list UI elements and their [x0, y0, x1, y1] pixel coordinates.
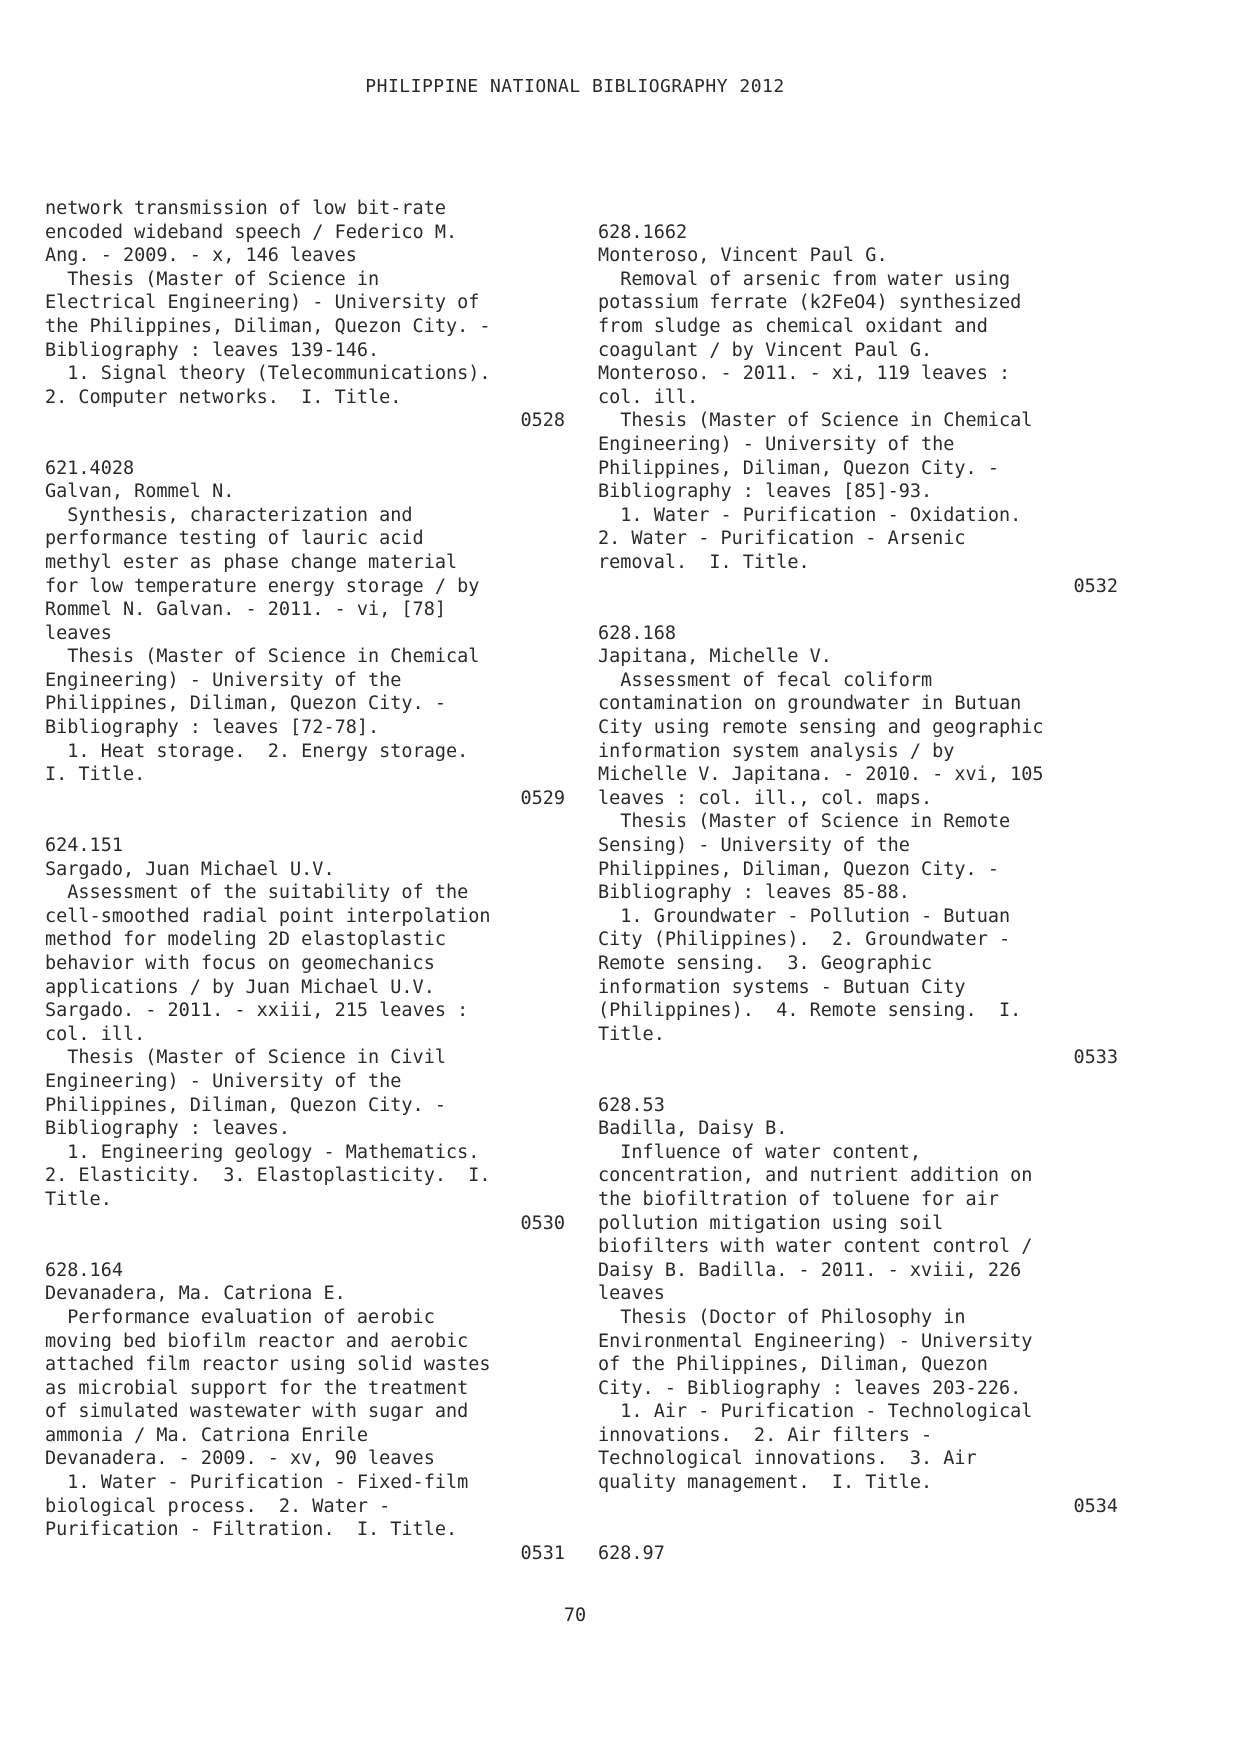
text-line: Title. — [598, 1023, 665, 1045]
text-line: Engineering) - University of the — [45, 669, 402, 691]
blank-line — [598, 598, 1118, 622]
text-line: Devanadera. - 2009. - xv, 90 leaves — [45, 1448, 435, 1470]
text-line: 1. Engineering geology - Mathematics. — [45, 1141, 480, 1163]
text-line: Philippines, Diliman, Quezon City. - — [45, 693, 446, 715]
text-line: concentration, and nutrient addition on — [598, 1165, 1033, 1187]
author: Japitana, Michelle V. — [598, 646, 832, 668]
author: Badilla, Daisy B. — [598, 1118, 788, 1140]
text-line: of the Philippines, Diliman, Quezon — [598, 1354, 988, 1376]
text-line: Bibliography : leaves [72-78]. — [45, 717, 380, 739]
blank-line — [45, 810, 565, 834]
call-number: 624.151 — [45, 835, 123, 857]
text-line: Thesis (Master of Science in Chemical — [598, 410, 1033, 432]
left-column — [45, 197, 565, 1565]
author: Devanadera, Ma. Catriona E. — [45, 1283, 346, 1305]
text-line: 1. Water - Purification - Oxidation. — [598, 504, 1022, 526]
entry-number: 0531 — [520, 1542, 565, 1564]
text-line: 1. Groundwater - Pollution - Butuan — [598, 905, 1011, 927]
blank-line — [598, 197, 1118, 221]
blank-line — [45, 433, 565, 457]
text-line: Thesis (Doctor of Philosophy in — [598, 1306, 966, 1328]
text-line: Engineering) - University of the — [45, 1070, 402, 1092]
text-line: Engineering) - University of the — [598, 433, 955, 455]
text-line: the biofiltration of toluene for air — [598, 1188, 999, 1210]
text-line: Rommel N. Galvan. - 2011. - vi, [78] — [45, 599, 446, 621]
text-line: performance testing of lauric acid — [45, 528, 424, 550]
call-number: 628.1662 — [598, 221, 688, 243]
author: Monteroso, Vincent Paul G. — [598, 245, 888, 267]
text-line: City (Philippines). 2. Groundwater - — [598, 929, 1011, 951]
entry-number: 0529 — [520, 787, 565, 809]
right-column — [598, 197, 1118, 1565]
text-line: information system analysis / by — [598, 740, 955, 762]
text-line: 2. Elasticity. 3. Elastoplasticity. I. — [45, 1165, 491, 1187]
text-line: applications / by Juan Michael U.V. — [45, 976, 435, 998]
text-line: as microbial support for the treatment — [45, 1377, 469, 1399]
text-line: Removal of arsenic from water using — [598, 268, 1011, 290]
text-line: 1. Signal theory (Telecommunications). — [45, 363, 491, 385]
text-line: City. - Bibliography : leaves 203-226. — [598, 1377, 1022, 1399]
text-line: Assessment of fecal coliform — [598, 669, 933, 691]
text-line: Ang. - 2009. - x, 146 leaves — [45, 245, 357, 267]
text-line: Electrical Engineering) - University of — [45, 292, 480, 314]
blank-line — [598, 1070, 1118, 1094]
entry-number: 0530 — [520, 1212, 565, 1234]
text-line: quality management. I. Title. — [598, 1472, 933, 1494]
author: Sargado, Juan Michael U.V. — [45, 858, 335, 880]
text-line: col. ill. — [45, 1023, 146, 1045]
text-line: col. ill. — [598, 386, 699, 408]
text-line: Thesis (Master of Science in Civil — [45, 1047, 446, 1069]
text-line: ammonia / Ma. Catriona Enrile — [45, 1424, 369, 1446]
text-line: 2. Water - Purification - Arsenic — [598, 528, 966, 550]
text-line: 1. Water - Purification - Fixed-film — [45, 1472, 469, 1494]
text-line: Influence of water content, — [598, 1141, 922, 1163]
text-line: cell-smoothed radial point interpolation — [45, 905, 491, 927]
call-number: 621.4028 — [45, 457, 135, 479]
text-line: Purification - Filtration. I. Title. — [45, 1519, 458, 1541]
text-line: Thesis (Master of Science in — [45, 268, 380, 290]
text-line: (Philippines). 4. Remote sensing. I. — [598, 1000, 1022, 1022]
blank-line — [45, 1235, 565, 1259]
text-line: attached film reactor using solid wastes — [45, 1354, 491, 1376]
text-line: Bibliography : leaves [85]-93. — [598, 481, 933, 503]
text-line: City using remote sensing and geographic — [598, 717, 1044, 739]
text-line: Environmental Engineering) - University — [598, 1330, 1033, 1352]
text-line: Thesis (Master of Science in Remote — [598, 811, 1011, 833]
text-line: Synthesis, characterization and — [45, 504, 413, 526]
call-number: 628.53 — [598, 1094, 665, 1116]
text-line: Michelle V. Japitana. - 2010. - xvi, 105 — [598, 764, 1044, 786]
page-header: PHILIPPINE NATIONAL BIBLIOGRAPHY 2012 — [365, 76, 785, 97]
text-line: Sargado. - 2011. - xxiii, 215 leaves : — [45, 1000, 469, 1022]
text-line: Bibliography : leaves. — [45, 1118, 291, 1140]
blank-line — [598, 1518, 1118, 1542]
text-line: Bibliography : leaves 139-146. — [45, 339, 380, 361]
entry-number: 0528 — [520, 410, 565, 432]
text-line: for low temperature energy storage / by — [45, 575, 480, 597]
text-line: leaves — [45, 622, 112, 644]
author: Galvan, Rommel N. — [45, 481, 235, 503]
call-number: 628.164 — [45, 1259, 123, 1281]
text-line: Technological innovations. 3. Air — [598, 1448, 977, 1470]
text-line: innovations. 2. Air filters - — [598, 1424, 933, 1446]
text-line: of simulated wastewater with sugar and — [45, 1401, 469, 1423]
text-line: from sludge as chemical oxidant and — [598, 315, 988, 337]
text-line: Bibliography : leaves 85-88. — [598, 882, 910, 904]
entry-number: 0534 — [1073, 1495, 1118, 1517]
text-line: Title. — [45, 1188, 112, 1210]
text-line: Performance evaluation of aerobic — [45, 1306, 435, 1328]
text-line: potassium ferrate (k2FeO4) synthesized — [598, 292, 1022, 314]
text-line: method for modeling 2D elastoplastic — [45, 929, 446, 951]
entry-number: 0532 — [1073, 575, 1118, 597]
text-line: encoded wideband speech / Federico M. — [45, 221, 458, 243]
text-line: coagulant / by Vincent Paul G. — [598, 339, 933, 361]
text-line: leaves : col. ill., col. maps. — [598, 787, 933, 809]
text-line: Remote sensing. 3. Geographic — [598, 953, 933, 974]
text-line: Philippines, Diliman, Quezon City. - — [45, 1094, 446, 1116]
text-line: Sensing) - University of the — [598, 835, 910, 857]
text-line: Assessment of the suitability of the — [45, 882, 469, 904]
call-number: 628.168 — [598, 622, 676, 644]
text-line: biofilters with water content control / — [598, 1236, 1033, 1258]
text-line: network transmission of low bit-rate — [45, 198, 446, 219]
text-line: behavior with focus on geomechanics — [45, 953, 435, 974]
text-line: I. Title. — [45, 764, 146, 786]
text-line: the Philippines, Diliman, Quezon City. - — [45, 315, 491, 337]
text-line: Daisy B. Badilla. - 2011. - xviii, 226 — [598, 1259, 1022, 1281]
entry-number: 0533 — [1073, 1047, 1118, 1069]
text-line: 1. Heat storage. 2. Energy storage. — [45, 740, 469, 762]
text-line: Thesis (Master of Science in Chemical — [45, 646, 480, 668]
text-line: Philippines, Diliman, Quezon City. - — [598, 457, 999, 479]
text-line: biological process. 2. Water - — [45, 1495, 391, 1517]
text-line: Monteroso. - 2011. - xi, 119 leaves : — [598, 363, 1011, 385]
text-line: 2. Computer networks. I. Title. — [45, 386, 402, 408]
call-number: 628.97 — [598, 1542, 665, 1564]
page-number: 70 — [563, 1605, 587, 1626]
text-line: leaves — [598, 1283, 665, 1305]
text-line: Philippines, Diliman, Quezon City. - — [598, 858, 999, 880]
text-line: 1. Air - Purification - Technological — [598, 1401, 1033, 1423]
text-line: removal. I. Title. — [598, 551, 810, 573]
text-line: methyl ester as phase change material — [45, 551, 458, 573]
text-line: moving bed biofilm reactor and aerobic — [45, 1330, 469, 1352]
text-line: contamination on groundwater in Butuan — [598, 693, 1022, 715]
text-line: information systems - Butuan City — [598, 976, 966, 998]
text-line: pollution mitigation using soil — [598, 1212, 944, 1234]
